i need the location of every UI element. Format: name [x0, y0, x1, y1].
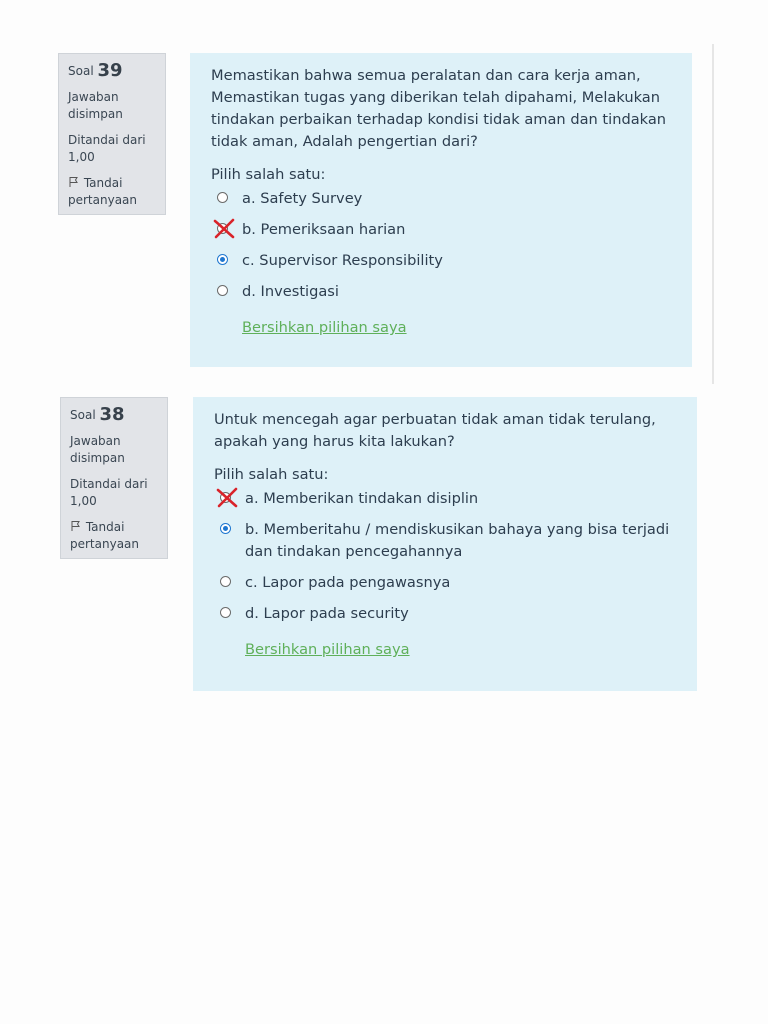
radio-button[interactable]: [220, 576, 231, 587]
flag-question-link[interactable]: [70, 519, 158, 553]
answer-option-label: b. Memberitahu / mendiskusikan bahaya yang bisa terjadi dan tindakan pencegahannya: [245, 521, 670, 560]
question-number: 39: [97, 60, 123, 81]
answer-option-c[interactable]: [211, 250, 672, 272]
answer-status: Jawaban disimpan: [70, 434, 125, 465]
answer-option-label: d. Lapor pada security: [245, 605, 409, 622]
flag-icon: [70, 520, 82, 532]
flag-question-label: Tandai pertanyaan: [70, 520, 140, 551]
radio-button-selected[interactable]: [220, 523, 231, 534]
radio-button[interactable]: [217, 285, 228, 296]
answer-option-a[interactable]: [211, 188, 672, 210]
question-content-39: [190, 53, 692, 367]
clear-choice-link[interactable]: Bersihkan pilihan saya: [245, 641, 410, 658]
question-number-line: [68, 62, 156, 80]
question-label: Soal: [70, 408, 96, 422]
question-text: Memastikan bahwa semua peralatan dan cara kerja aman, Memastikan tugas yang diberikan telah dipahami, Melakukan tindakan perbaikan terhadap kondisi tidak aman dan tindakan tidak aman, Adalah pengertian dari?: [211, 67, 667, 150]
answer-option-label: a. Memberikan tindakan disiplin: [245, 490, 479, 507]
cross-mark-icon: [212, 217, 236, 239]
question-info-39: [58, 53, 166, 215]
answer-option-label: d. Investigasi: [242, 283, 339, 300]
answer-option-d[interactable]: [211, 281, 672, 303]
answer-option-label: a. Safety Survey: [242, 190, 363, 207]
answer-option-a[interactable]: [214, 488, 677, 510]
radio-button[interactable]: [217, 192, 228, 203]
answer-option-d[interactable]: [214, 603, 677, 625]
question-label: Soal: [68, 64, 94, 78]
scrollbar-track: [712, 44, 714, 384]
answer-options: [214, 488, 677, 625]
question-marks: Ditandai dari 1,00: [68, 133, 146, 164]
question-text: Untuk mencegah agar perbuatan tidak aman tidak terulang, apakah yang harus kita lakukan?: [214, 411, 656, 450]
answer-option-b[interactable]: [211, 219, 672, 241]
clear-choice-link[interactable]: Bersihkan pilihan saya: [242, 319, 407, 336]
answer-option-label: c. Supervisor Responsibility: [242, 252, 443, 269]
flag-question-label: Tandai pertanyaan: [68, 176, 138, 207]
question-number: 38: [99, 404, 125, 425]
radio-button[interactable]: [220, 607, 231, 618]
question-number-line: [70, 406, 158, 424]
flag-icon: [68, 176, 80, 188]
answer-option-label: b. Pemeriksaan harian: [242, 221, 406, 238]
answer-prompt: Pilih salah satu:: [214, 466, 329, 483]
answer-option-b[interactable]: [214, 519, 677, 563]
answer-option-label: c. Lapor pada pengawasnya: [245, 574, 451, 591]
flag-question-link[interactable]: [68, 175, 156, 209]
answer-prompt: Pilih salah satu:: [211, 166, 326, 183]
answer-status: Jawaban disimpan: [68, 90, 123, 121]
answer-option-c[interactable]: [214, 572, 677, 594]
question-content-38: [193, 397, 697, 691]
answer-options: [211, 188, 672, 303]
cross-mark-icon: [215, 486, 239, 508]
question-info-38: [60, 397, 168, 559]
radio-button-selected[interactable]: [217, 254, 228, 265]
question-marks: Ditandai dari 1,00: [70, 477, 148, 508]
